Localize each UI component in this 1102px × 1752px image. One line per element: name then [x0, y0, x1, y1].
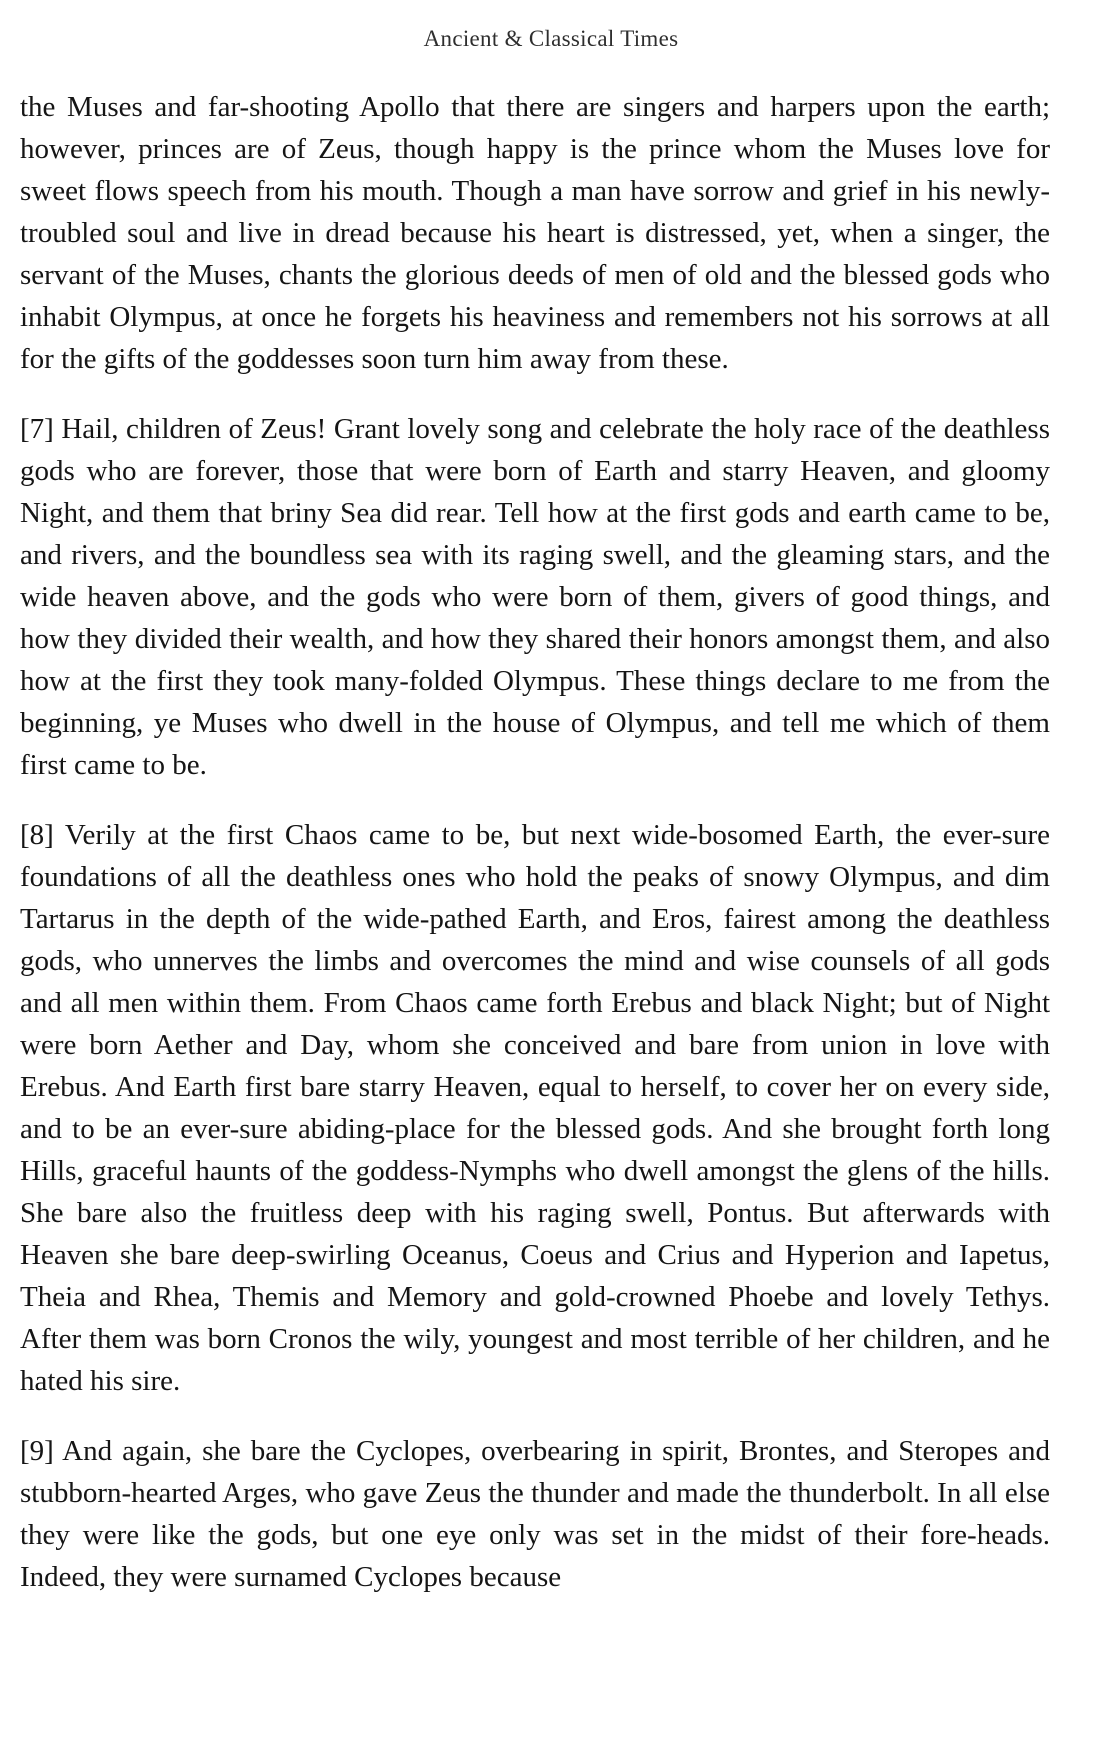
running-header: Ancient & Classical Times [423, 26, 679, 51]
paragraph-9: [9] And again, she bare the Cyclopes, overbearing in spirit, Brontes, and Steropes and stubborn-hearted Arges, who gave Zeus the thunder and made the thunderbolt. In all else they were like the gods, but one eye only was set in the midst of their fore-heads. Indeed, they were surnamed Cyclopes because [20, 1435, 1050, 1593]
document-body [20, 86, 1050, 1598]
paragraph-7: [7] Hail, children of Zeus! Grant lovely song and celebrate the holy race of the deathless gods who are forever, those that were born of Earth and starry Heaven, and gloomy Night, and them that briny Sea did rear. Tell how at the first gods and earth came to be, and rivers, and the boundless sea with its raging swell, and the gleaming stars, and the wide heaven above, and the gods who were born of them, givers of good things, and how they divided their wealth, and how they shared their honors amongst them, and also how at the first they took many-folded Olympus. These things declare to me from the beginning, ye Muses who dwell in the house of Olympus, and tell me which of them first came to be. [20, 413, 1050, 781]
paragraph-8: [8] Verily at the first Chaos came to be, but next wide-bosomed Earth, the ever-sure foundations of all the deathless ones who hold the peaks of snowy Olympus, and dim Tartarus in the depth of the wide-pathed Earth, and Eros, fairest among the deathless gods, who unnerves the limbs and overcomes the mind and wise counsels of all gods and all men within them. From Chaos came forth Erebus and black Night; but of Night were born Aether and Day, whom she conceived and bare from union in love with Erebus. And Earth first bare starry Heaven, equal to herself, to cover her on every side, and to be an ever-sure abiding-place for the blessed gods. And she brought forth long Hills, graceful haunts of the goddess-Nymphs who dwell amongst the glens of the hills. She bare also the fruitless deep with his raging swell, Pontus. But afterwards with Heaven she bare deep-swirling Oceanus, Coeus and Crius and Hyperion and Iapetus, Theia and Rhea, Themis and Memory and gold-crowned Phoebe and lovely Tethys. After them was born Cronos the wily, youngest and most terrible of her children, and he hated his sire. [20, 819, 1050, 1397]
paragraph-continuation: the Muses and far-shooting Apollo that there are singers and harpers upon the earth; however, princes are of Zeus, though happy is the prince whom the Muses love for sweet flows speech from his mouth. Though a man have sorrow and grief in his newly-troubled soul and live in dread because his heart is distressed, yet, when a singer, the servant of the Muses, chants the glorious deeds of men of old and the blessed gods who inhabit Olympus, at once he forgets his heaviness and remembers not his sorrows at all for the gifts of the goddesses soon turn him away from these. [20, 91, 1050, 375]
